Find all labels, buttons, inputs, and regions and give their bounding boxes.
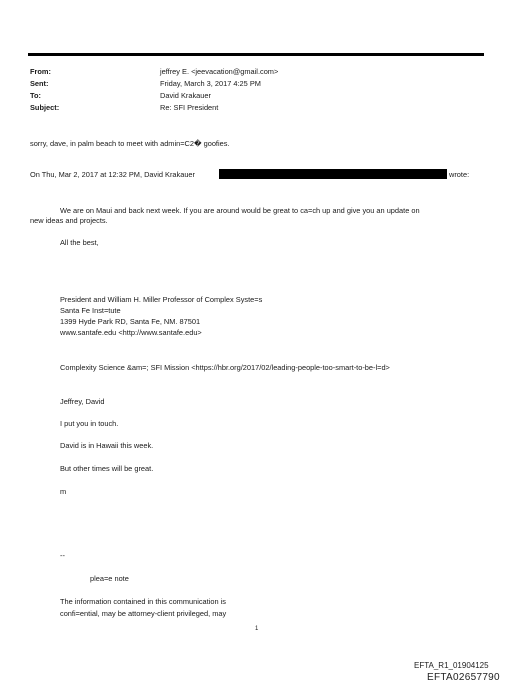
bates-number-1: EFTA_R1_01904125 [414,661,489,670]
body-line1: I put you in touch. [60,419,119,428]
reply-line: sorry, dave, in palm beach to meet with admin=C2� goofies. [30,139,230,148]
subject-label: Subject: [30,103,60,112]
separator-dashes: -- [60,551,65,560]
quoted-intro: On Thu, Mar 2, 2017 at 12:32 PM, David Krakauer [30,170,196,179]
sign-initial: m [60,487,67,496]
quoted-paragraph-line1: We are on Maui and back next week. If you are around would be great to ca=ch up and give you an update on [60,206,420,215]
to-label: To: [30,91,41,100]
bates-number-2: EFTA02657790 [427,672,500,683]
page-number: 1 [255,626,259,632]
signature-line3: 1399 Hyde Park RD, Santa Fe, NM. 87501 [60,317,201,326]
sent-label: Sent: [30,79,49,88]
greeting: Jeffrey, David [60,397,105,406]
from-value: jeffrey E. <jeevacation@gmail.com> [160,67,279,76]
to-value: David Krakauer [160,91,211,100]
notice-line1: The information contained in this communication is [60,597,226,606]
header-rule [28,53,484,56]
sent-value: Friday, March 3, 2017 4:25 PM [160,79,261,88]
please-note: plea=e note [90,574,129,583]
body-line3: But other times will be great. [60,464,154,473]
body-line2: David is in Hawaii this week. [60,441,154,450]
redaction-bar [219,169,447,179]
from-label: From: [30,67,51,76]
quoted-wrote: wrote: [449,170,470,179]
quoted-paragraph-line2: new ideas and projects. [30,216,108,225]
signature-line4: www.santafe.edu <http://www.santafe.edu> [60,328,202,337]
link-line: Complexity Science &am=; SFI Mission <https://hbr.org/2017/02/leading-people-too-smart-to-be-l=d> [60,363,390,372]
quoted-closing: All the best, [60,238,99,247]
signature-line1: President and William H. Miller Professor of Complex Syste=s [60,295,263,304]
notice-line2: confi=ential, may be attorney-client privileged, may [60,609,227,618]
signature-line2: Santa Fe Inst=tute [60,306,121,315]
subject-value: Re: SFI President [160,103,219,112]
